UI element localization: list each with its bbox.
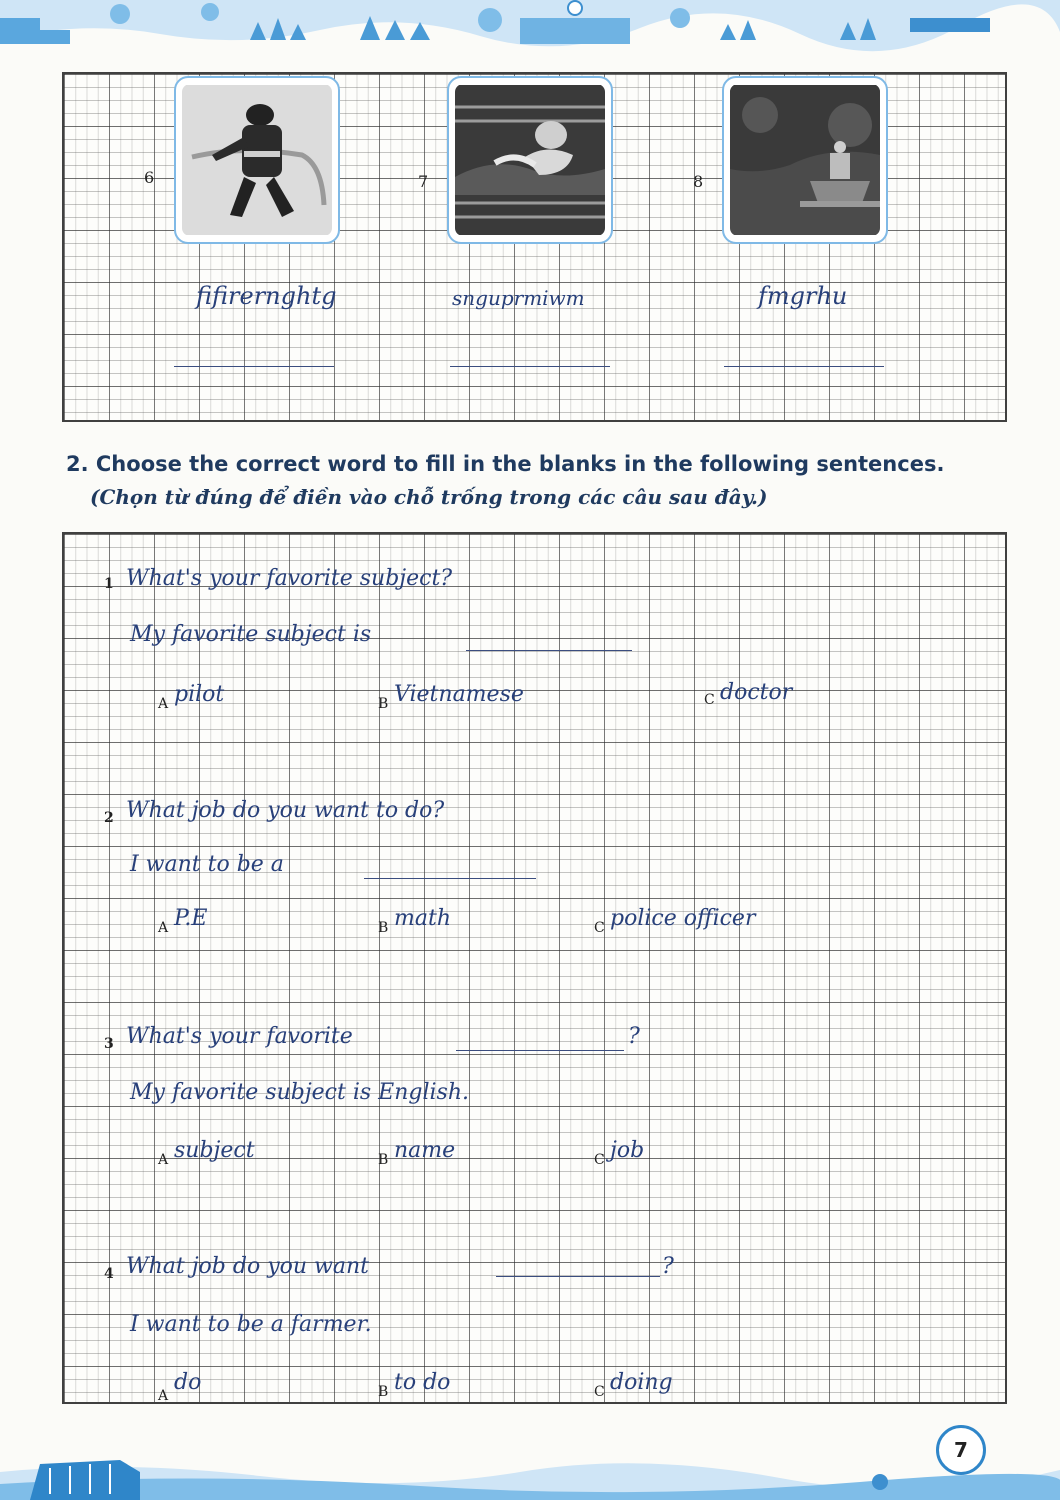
- bottom-decoration: [0, 1442, 1060, 1500]
- question3-question-mark: ?: [628, 1024, 640, 1049]
- answer-line-8[interactable]: [724, 366, 884, 367]
- scrambled-word-6: fifirernghtg: [196, 282, 337, 310]
- exercise2-title: 2. Choose the correct word to fill in the blanks in the following sentences.: [66, 452, 945, 476]
- question2-line2: I want to be a: [130, 852, 284, 877]
- q1-option-a[interactable]: pilot: [174, 682, 225, 707]
- q3-option-c-letter: C: [594, 1152, 605, 1168]
- item-number-7: 7: [418, 172, 429, 191]
- exercise2-subtitle: (Chọn từ đúng để điền vào chỗ trống trong các câu sau đây.): [90, 485, 768, 509]
- q3-option-c[interactable]: job: [610, 1138, 645, 1163]
- question4-blank[interactable]: [496, 1276, 660, 1277]
- question4-line2: I want to be a farmer.: [130, 1312, 372, 1337]
- item-number-8: 8: [693, 172, 704, 191]
- q3-option-a-letter: A: [158, 1152, 169, 1168]
- q1-option-b[interactable]: Vietnamese: [394, 682, 524, 707]
- question1-line1: What's your favorite subject?: [126, 566, 453, 591]
- q1-option-a-letter: A: [158, 696, 169, 712]
- q1-option-c-letter: C: [704, 692, 715, 708]
- q4-option-b-letter: B: [378, 1384, 389, 1400]
- question-number-3: 3: [104, 1036, 114, 1052]
- scrambled-word-8: fmgrhu: [758, 282, 848, 310]
- question4-question-mark: ?: [662, 1254, 674, 1279]
- q1-option-c[interactable]: doctor: [720, 680, 793, 705]
- q4-option-b[interactable]: to do: [394, 1370, 451, 1395]
- question-number-1: 1: [104, 576, 114, 592]
- q3-option-b-letter: B: [378, 1152, 389, 1168]
- q2-option-a-letter: A: [158, 920, 169, 936]
- farmer-card: [722, 76, 888, 244]
- q2-option-a[interactable]: P.E: [174, 906, 208, 931]
- q2-option-c[interactable]: police officer: [610, 906, 756, 931]
- q2-option-c-letter: C: [594, 920, 605, 936]
- q4-option-c-letter: C: [594, 1384, 605, 1400]
- farmer-photo: [730, 84, 880, 236]
- q3-option-b[interactable]: name: [394, 1138, 456, 1163]
- question-number-2: 2: [104, 810, 114, 826]
- q2-option-b-letter: B: [378, 920, 389, 936]
- swimmer-photo: [455, 84, 605, 236]
- q4-option-a[interactable]: do: [174, 1370, 202, 1395]
- q1-option-b-letter: B: [378, 696, 389, 712]
- question2-blank[interactable]: [364, 878, 536, 879]
- q3-option-a[interactable]: subject: [174, 1138, 255, 1163]
- question3-line1: What's your favorite: [126, 1024, 353, 1049]
- question3-line2: My favorite subject is English.: [130, 1080, 469, 1105]
- question2-line1: What job do you want to do?: [126, 798, 445, 823]
- answer-line-6[interactable]: [174, 366, 334, 367]
- top-decoration: [0, 0, 1060, 52]
- question-number-4: 4: [104, 1266, 114, 1282]
- item-number-6: 6: [144, 168, 155, 187]
- swimmer-card: [447, 76, 613, 244]
- question3-blank[interactable]: [456, 1050, 624, 1051]
- question1-blank[interactable]: [466, 650, 632, 651]
- q4-option-a-letter: A: [158, 1388, 169, 1404]
- q2-option-b[interactable]: math: [394, 906, 451, 931]
- question4-line1: What job do you want: [126, 1254, 369, 1279]
- q4-option-c[interactable]: doing: [610, 1370, 673, 1395]
- page-number: 7: [936, 1425, 986, 1475]
- firefighter-card: [174, 76, 340, 244]
- scrambled-word-7: snguprmiwm: [452, 286, 585, 310]
- question1-line2: My favorite subject is: [130, 622, 372, 647]
- firefighter-photo: [182, 84, 332, 236]
- answer-line-7[interactable]: [450, 366, 610, 367]
